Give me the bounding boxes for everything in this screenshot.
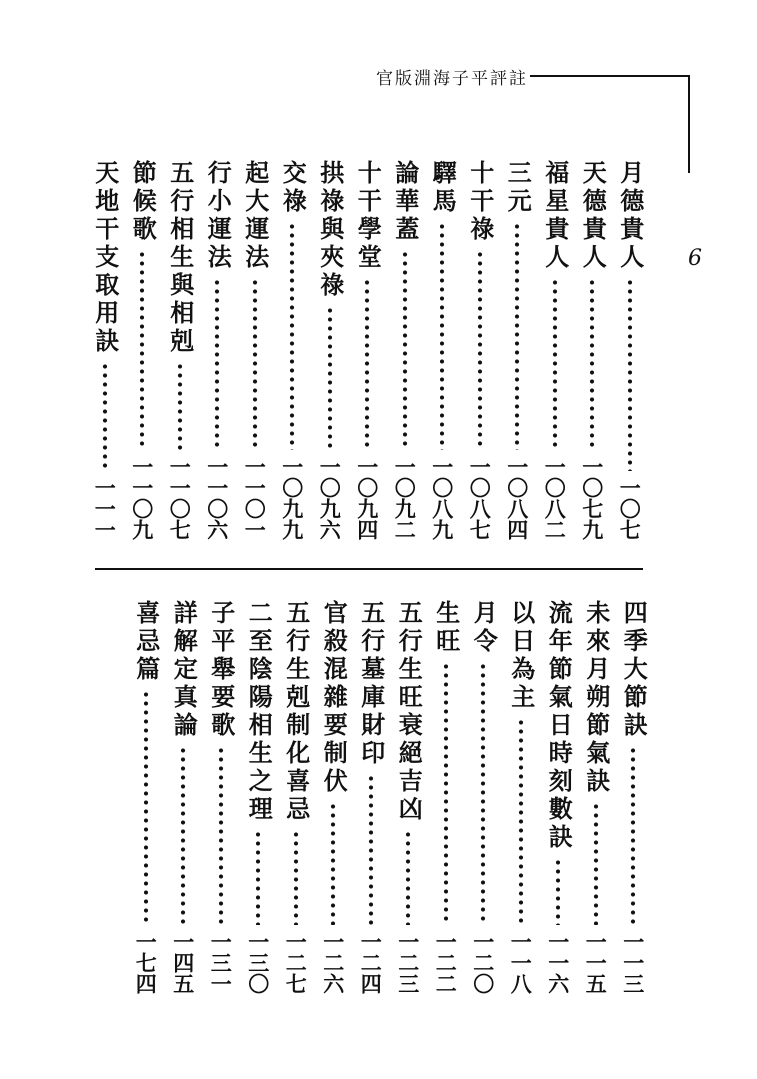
toc-entry[interactable]	[427, 600, 465, 994]
dot-leader	[540, 858, 578, 925]
toc-entry-title: 生旺	[431, 600, 461, 656]
dot-leader	[161, 362, 199, 450]
dot-leader	[352, 774, 390, 925]
toc-entry-title: 起大運法	[240, 160, 270, 272]
toc-entry-title: 五行相生與相剋	[165, 160, 195, 356]
toc-entry[interactable]	[199, 160, 237, 540]
toc-entry-page: 一一〇六	[204, 456, 230, 540]
toc-entry-title: 福星貴人	[540, 160, 570, 272]
dot-leader	[611, 278, 649, 471]
dot-leader	[461, 250, 499, 450]
toc-entry-title: 喜忌篇	[131, 600, 161, 684]
toc-entry-title: 十干學堂	[353, 160, 383, 272]
toc-entry-page: 一〇九六	[317, 456, 343, 540]
dot-leader	[240, 830, 278, 925]
toc-entry[interactable]	[390, 600, 428, 994]
toc-entry-page: 一七四	[133, 931, 159, 994]
dot-leader	[277, 830, 315, 925]
toc-entry[interactable]	[127, 600, 165, 994]
toc-entry[interactable]	[240, 600, 278, 994]
toc-entry-title: 交祿	[278, 160, 308, 216]
toc-entry-title: 天德貴人	[578, 160, 608, 272]
toc-entry[interactable]	[499, 160, 537, 540]
toc-entry-title: 四季大節訣	[619, 600, 649, 740]
toc-entry-page: 一二〇	[470, 931, 496, 994]
dot-leader	[165, 746, 203, 925]
toc-entry-page: 一〇八四	[504, 456, 530, 540]
dot-leader	[502, 718, 540, 925]
toc-entry-page: 一一〇一	[242, 456, 268, 540]
dot-leader	[577, 802, 615, 925]
toc-entry[interactable]	[577, 600, 615, 994]
toc-entry[interactable]	[352, 600, 390, 994]
toc-entry-title: 二至陰陽相生之理	[244, 600, 274, 824]
dot-leader	[236, 278, 274, 450]
toc-entry[interactable]	[315, 600, 353, 994]
page-number: 6	[688, 246, 702, 271]
dot-leader	[465, 662, 503, 925]
toc-entry[interactable]	[349, 160, 387, 540]
header-vertical-rule	[688, 75, 690, 173]
toc-entry-page: 一一六	[545, 931, 571, 994]
toc-entry[interactable]	[386, 160, 424, 540]
dot-leader	[574, 278, 612, 450]
dot-leader	[390, 830, 428, 925]
toc-entry-page: 一〇八二	[542, 456, 568, 540]
running-header: 官版淵海子平評註	[376, 69, 528, 89]
toc-entry-title: 未來月朔節氣訣	[581, 600, 611, 796]
toc-entry-page: 一三一	[208, 931, 234, 994]
toc-entry-title: 三元	[503, 160, 533, 216]
dot-leader	[311, 306, 349, 450]
dot-leader	[536, 278, 574, 450]
toc-entry-page: 一〇八九	[429, 456, 455, 540]
toc-entry-title: 論華蓋	[390, 160, 420, 244]
toc-entry[interactable]	[611, 160, 649, 540]
dot-leader	[349, 278, 387, 450]
toc-entry-page: 一二六	[320, 931, 346, 994]
toc-entry-page: 一一五	[583, 931, 609, 994]
dot-leader	[86, 362, 124, 471]
toc-entry-page: 一〇七	[617, 477, 643, 540]
toc-entry-title: 驛馬	[428, 160, 458, 216]
toc-entry-page: 一二七	[283, 931, 309, 994]
toc-entry-page: 一二三	[395, 931, 421, 994]
toc-entry-title: 以日為主	[506, 600, 536, 712]
toc-entry[interactable]	[461, 160, 499, 540]
toc-entry-page: 一一〇九	[129, 456, 155, 540]
toc-entry-page: 一四五	[170, 931, 196, 994]
toc-entry-title: 月德貴人	[615, 160, 645, 272]
toc-entry-title: 官殺混雜要制伏	[319, 600, 349, 796]
toc-entry[interactable]	[124, 160, 162, 540]
toc-entry-page: 一二四	[358, 931, 384, 994]
dot-leader	[199, 278, 237, 450]
header-rule	[530, 75, 690, 77]
toc-block-bottom	[127, 600, 652, 994]
toc-entry[interactable]	[502, 600, 540, 994]
dot-leader	[274, 222, 312, 450]
toc-entry[interactable]	[274, 160, 312, 540]
toc-block-top	[86, 160, 649, 540]
toc-entry-title: 詳解定真論	[169, 600, 199, 740]
toc-entry-page: 一〇九二	[392, 456, 418, 540]
toc-entry-title: 十干祿	[465, 160, 495, 244]
toc-entry[interactable]	[465, 600, 503, 994]
toc-entry[interactable]	[574, 160, 612, 540]
toc-entry[interactable]	[161, 160, 199, 540]
toc-entry-page: 一一八	[508, 931, 534, 994]
toc-entry-page: 一〇七九	[579, 456, 605, 540]
toc-entry-page: 一一三	[620, 931, 646, 994]
toc-entry-title: 五行生剋制化喜忌	[281, 600, 311, 824]
toc-entry-title: 月令	[469, 600, 499, 656]
toc-entry[interactable]	[165, 600, 203, 994]
toc-entry[interactable]	[424, 160, 462, 540]
toc-entry[interactable]	[540, 600, 578, 994]
toc-entry-page: 一二二	[433, 931, 459, 994]
toc-entry[interactable]	[236, 160, 274, 540]
dot-leader	[499, 222, 537, 450]
toc-entry[interactable]	[536, 160, 574, 540]
toc-entry-title: 節候歌	[128, 160, 158, 244]
toc-entry[interactable]	[615, 600, 653, 994]
toc-entry-page: 一一〇七	[167, 456, 193, 540]
toc-entry[interactable]	[277, 600, 315, 994]
toc-entry-page: 一〇九九	[279, 456, 305, 540]
toc-entry-title: 流年節氣日時刻數訣	[544, 600, 574, 852]
dot-leader	[315, 802, 353, 925]
section-divider	[95, 568, 643, 570]
toc-entry-title: 五行墓庫財印	[356, 600, 386, 768]
dot-leader	[424, 222, 462, 450]
toc-entry-page: 一〇九四	[354, 456, 380, 540]
toc-entry-page: 一三〇	[245, 931, 271, 994]
dot-leader	[427, 662, 465, 925]
toc-entry[interactable]	[202, 600, 240, 994]
toc-entry[interactable]	[311, 160, 349, 540]
toc-entry-page: 一一一	[92, 477, 118, 540]
dot-leader	[386, 250, 424, 450]
toc-entry-page: 一〇八七	[467, 456, 493, 540]
dot-leader	[202, 746, 240, 925]
dot-leader	[615, 746, 653, 925]
toc-entry-title: 子平舉要歌	[206, 600, 236, 740]
dot-leader	[127, 690, 165, 925]
toc-entry[interactable]	[86, 160, 124, 540]
dot-leader	[124, 250, 162, 450]
toc-entry-title: 拱祿與夾祿	[315, 160, 345, 300]
toc-entry-title: 天地干支取用訣	[90, 160, 120, 356]
toc-entry-title: 五行生旺衰絕吉凶	[394, 600, 424, 824]
toc-entry-title: 行小運法	[203, 160, 233, 272]
